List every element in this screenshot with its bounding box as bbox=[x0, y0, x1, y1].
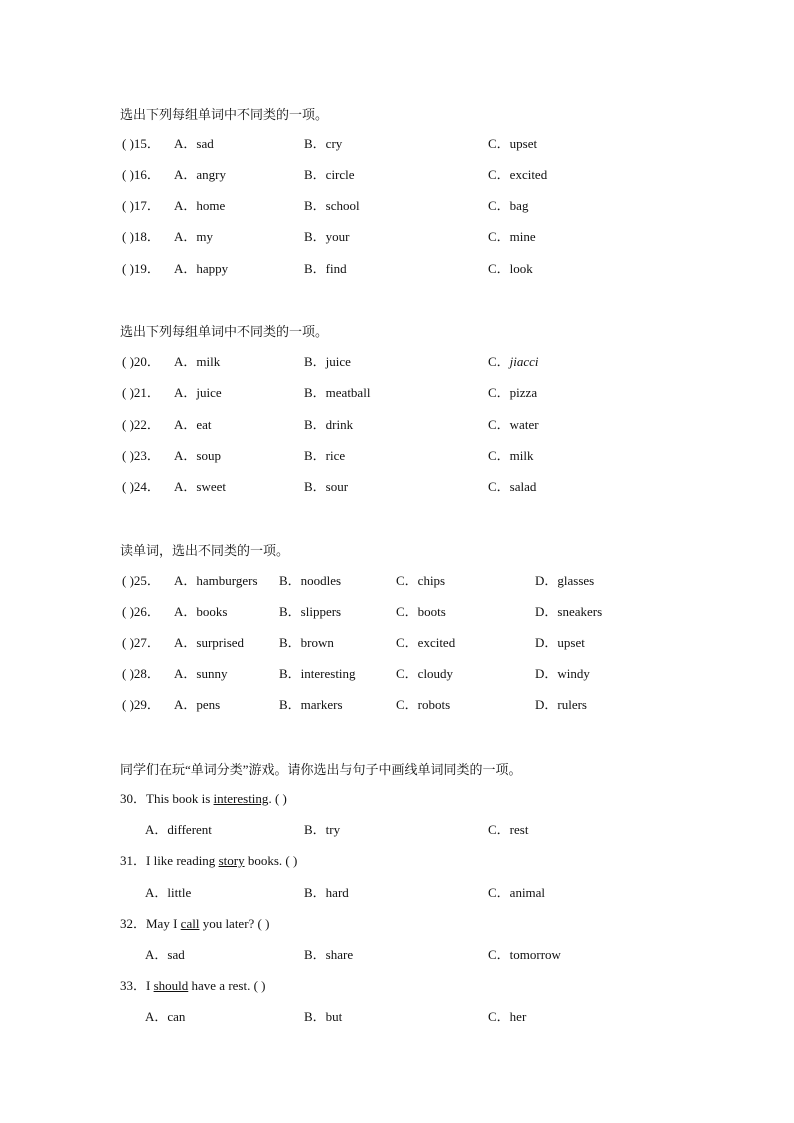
option-b: B．juice bbox=[304, 354, 351, 369]
option-b: B．brown bbox=[279, 635, 334, 650]
option-c: C．pizza bbox=[488, 385, 538, 400]
option-c: C．water bbox=[488, 417, 539, 432]
question-sentence bbox=[120, 915, 269, 933]
option-c: C．excited bbox=[396, 635, 456, 650]
question-number: ( )18． bbox=[122, 229, 160, 244]
option-c: C．robots bbox=[396, 697, 451, 712]
option-b: B．school bbox=[304, 198, 360, 213]
option-c: C．mine bbox=[488, 229, 536, 244]
question-number: ( )29． bbox=[122, 697, 160, 712]
sentence-end: have a rest. ( ) bbox=[188, 978, 266, 993]
option-d: D．rulers bbox=[535, 697, 587, 712]
option-d: D．windy bbox=[535, 666, 590, 681]
option-c: C．upset bbox=[488, 136, 538, 151]
option-a: A．sweet bbox=[174, 479, 226, 494]
sentence-start: 30．This book is bbox=[120, 791, 214, 806]
underlined-word: story bbox=[218, 853, 245, 868]
underlined-word: should bbox=[153, 978, 189, 993]
option-c: C．milk bbox=[488, 448, 534, 463]
option-b: B．try bbox=[304, 822, 341, 837]
section3-title: 读单词，选出不同类的一项。 bbox=[120, 543, 290, 558]
option-b: B．cry bbox=[304, 136, 343, 151]
question-number: ( )17． bbox=[122, 198, 160, 213]
sentence-start: 32．May I bbox=[120, 916, 181, 931]
option-a: A．juice bbox=[174, 385, 222, 400]
option-b: B．meatball bbox=[304, 385, 371, 400]
option-a: A．little bbox=[145, 885, 192, 900]
option-d: D．glasses bbox=[535, 573, 595, 588]
question-number: ( )25． bbox=[122, 573, 160, 588]
question-number: ( )15． bbox=[122, 136, 160, 151]
underlined-word: interesting bbox=[213, 791, 269, 806]
option-a: A．home bbox=[174, 198, 226, 213]
option-a: A．books bbox=[174, 604, 228, 619]
sentence-start: 31．I like reading bbox=[120, 853, 219, 868]
option-b: B．hard bbox=[304, 885, 349, 900]
option-a: A．sunny bbox=[174, 666, 228, 681]
question-number: ( )24． bbox=[122, 479, 160, 494]
option-a: A．eat bbox=[174, 417, 212, 432]
option-a: A．pens bbox=[174, 697, 221, 712]
question-sentence bbox=[120, 977, 266, 995]
question-number: ( )21． bbox=[122, 385, 160, 400]
sentence-end: books. ( ) bbox=[244, 853, 298, 868]
option-c: C．excited bbox=[488, 167, 548, 182]
sentence-start: 33．I bbox=[120, 978, 154, 993]
question-number: ( )20． bbox=[122, 354, 160, 369]
option-c: C．boots bbox=[396, 604, 446, 619]
question-number: ( )27． bbox=[122, 635, 160, 650]
option-c: C．her bbox=[488, 1009, 527, 1024]
option-b: B．sour bbox=[304, 479, 349, 494]
option-c: C．cloudy bbox=[396, 666, 454, 681]
option-b: B．rice bbox=[304, 448, 346, 463]
question-number: ( )28． bbox=[122, 666, 160, 681]
option-b: B．circle bbox=[304, 167, 355, 182]
section2-title: 选出下列每组单词中不同类的一项。 bbox=[120, 324, 329, 339]
question-number: ( )19． bbox=[122, 261, 160, 276]
section4-title: 同学们在玩“单词分类”游戏。请你选出与句子中画线单词同类的一项。 bbox=[120, 762, 522, 777]
option-a: A．hamburgers bbox=[174, 573, 258, 588]
option-c-word: jiacci bbox=[509, 354, 539, 369]
option-a: A．sad bbox=[174, 136, 214, 151]
option-d: D．upset bbox=[535, 635, 585, 650]
option-c: C．bag bbox=[488, 198, 529, 213]
question-sentence bbox=[120, 790, 287, 808]
option-c: C．chips bbox=[396, 573, 446, 588]
underlined-word: call bbox=[180, 916, 200, 931]
option-c: C．tomorrow bbox=[488, 947, 561, 962]
option-a: A．soup bbox=[174, 448, 221, 463]
option-b: B．interesting bbox=[279, 666, 356, 681]
option-a: A．can bbox=[145, 1009, 186, 1024]
option-a: A．angry bbox=[174, 167, 226, 182]
option-c bbox=[488, 353, 539, 371]
question-number: ( )22． bbox=[122, 417, 160, 432]
option-b: B．slippers bbox=[279, 604, 342, 619]
option-c: C．look bbox=[488, 261, 533, 276]
option-c: C．animal bbox=[488, 885, 546, 900]
option-b: B．share bbox=[304, 947, 354, 962]
question-number: ( )16． bbox=[122, 167, 160, 182]
section1-title: 选出下列每组单词中不同类的一项。 bbox=[120, 107, 329, 122]
question-number: ( )26． bbox=[122, 604, 160, 619]
question-sentence bbox=[120, 852, 297, 870]
option-c: C．salad bbox=[488, 479, 537, 494]
sentence-end: . ( ) bbox=[268, 791, 287, 806]
sentence-end: you later? ( ) bbox=[199, 916, 270, 931]
option-a: A．different bbox=[145, 822, 212, 837]
option-a: A．sad bbox=[145, 947, 185, 962]
option-b: B．drink bbox=[304, 417, 354, 432]
option-b: B．markers bbox=[279, 697, 343, 712]
question-number: ( )23． bbox=[122, 448, 160, 463]
option-b: B．but bbox=[304, 1009, 343, 1024]
option-b: B．your bbox=[304, 229, 350, 244]
option-b: B．find bbox=[304, 261, 347, 276]
option-b: B．noodles bbox=[279, 573, 342, 588]
option-a: A．milk bbox=[174, 354, 221, 369]
option-a: A．happy bbox=[174, 261, 229, 276]
option-a: A．my bbox=[174, 229, 214, 244]
option-a: A．surprised bbox=[174, 635, 245, 650]
option-c: C．rest bbox=[488, 822, 529, 837]
option-c-prefix: C． bbox=[488, 354, 510, 369]
option-d: D．sneakers bbox=[535, 604, 603, 619]
